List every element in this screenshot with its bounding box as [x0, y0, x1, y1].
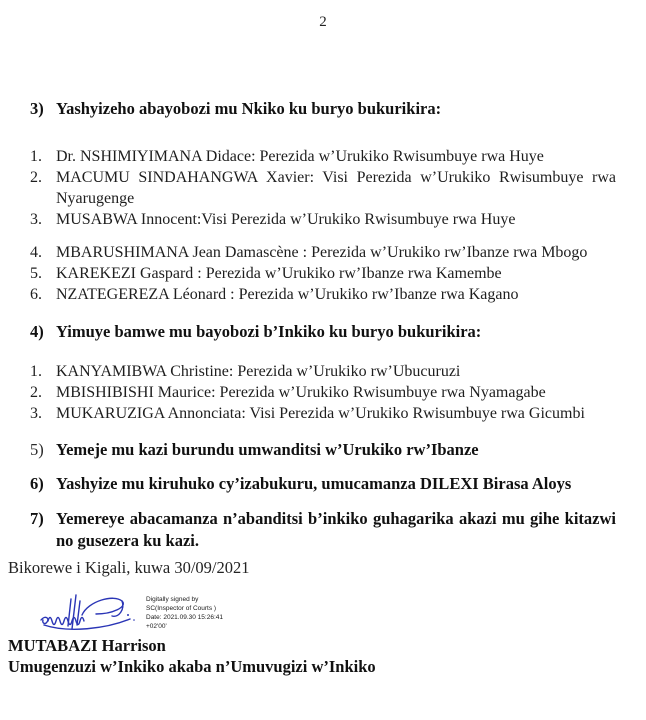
- list-item-number: 2.: [30, 169, 42, 186]
- decision-item-text: Yemereye abacamanza n’abanditsi b’inkiko guhagarika akazi mu gihe kitazwi no gusezera ku kazi.: [56, 509, 616, 550]
- section-heading-number: 3): [30, 99, 44, 118]
- list-item-text: KAREKEZI Gaspard : Perezida w’Urukiko rw’Ibanze rwa Kamembe: [56, 265, 502, 282]
- list-item-number: 4.: [30, 244, 42, 261]
- list-item-text: NZATEGEREZA Léonard : Perezida w’Urukiko rw’Ibanze rwa Kagano: [56, 286, 519, 303]
- decision-item-7: [30, 508, 616, 552]
- section-heading-text: Yashyizeho abayobozi mu Nkiko ku buryo bukurikira:: [56, 99, 442, 118]
- list-item: [30, 361, 616, 382]
- decision-item-number: 7): [30, 509, 44, 528]
- list-item: [30, 167, 616, 209]
- appointments-list-1: [30, 146, 616, 230]
- decision-item-text: Yashyize mu kiruhuko cy’izabukuru, umucamanza DILEXI Birasa Aloys: [56, 474, 572, 493]
- section-heading-text: Yimuye bamwe mu bayobozi b’Inkiko ku buryo bukurikira:: [56, 322, 482, 341]
- signer-title: Umugenzuzi w’Inkiko akaba n’Umuvugizi w’Inkiko: [8, 657, 376, 676]
- decision-item-text: Yemeje mu kazi burundu umwanditsi w’Urukiko rw’Ibanze: [56, 440, 479, 459]
- list-item: [30, 263, 616, 284]
- decision-item-number: 6): [30, 474, 44, 493]
- list-item-text: MUSABWA Innocent:Visi Perezida w’Urukiko Rwisumbuye rwa Huye: [56, 211, 516, 228]
- list-item-number: 5.: [30, 265, 42, 282]
- list-item-number: 3.: [30, 211, 42, 228]
- section-heading-3: [30, 98, 616, 120]
- list-item-number: 1.: [30, 148, 42, 165]
- signer-name: MUTABAZI Harrison: [8, 636, 166, 655]
- list-item: [30, 242, 616, 263]
- digital-signature-line: +02'00': [146, 623, 167, 630]
- list-item: [30, 403, 616, 424]
- section-heading-number: 4): [30, 322, 44, 341]
- decision-item-6: [30, 473, 616, 495]
- list-item-text: MBISHIBISHI Maurice: Perezida w’Urukiko Rwisumbuye rwa Nyamagabe: [56, 384, 546, 401]
- list-item: [30, 382, 616, 403]
- list-item-text: MACUMU SINDAHANGWA Xavier: Visi Perezida w’Urukiko Rwisumbuye rwa Nyarugenge: [56, 169, 616, 207]
- digital-signature-line: SC(Inspector of Courts ): [146, 605, 217, 612]
- page-number: 2: [319, 14, 327, 30]
- decision-item-5: [30, 439, 616, 461]
- list-item-text: MBARUSHIMANA Jean Damascène : Perezida w’Urukiko rw’Ibanze rwa Mbogo: [56, 244, 588, 261]
- list-item: [30, 146, 616, 167]
- list-item-number: 3.: [30, 405, 42, 422]
- closing-block: [8, 558, 616, 678]
- date-line: Bikorewe i Kigali, kuwa 30/09/2021: [8, 558, 250, 577]
- list-item: [30, 209, 616, 230]
- decision-item-number: 5): [30, 440, 44, 459]
- section-heading-4: [30, 321, 616, 343]
- list-item-text: Dr. NSHIMIYIMANA Didace: Perezida w’Urukiko Rwisumbuye rwa Huye: [56, 148, 544, 165]
- handwritten-signature-image: [38, 592, 138, 634]
- list-item-text: KANYAMIBWA Christine: Perezida w’Urukiko rw’Ubucuruzi: [56, 363, 461, 380]
- document-body: [30, 98, 616, 552]
- transfers-list: [30, 361, 616, 424]
- list-item-number: 2.: [30, 384, 42, 401]
- appointments-list-2: [30, 242, 616, 305]
- digital-signature-text: [146, 595, 223, 631]
- list-item-number: 6.: [30, 286, 42, 303]
- list-item: [30, 284, 616, 305]
- list-item-number: 1.: [30, 363, 42, 380]
- list-item-text: MUKARUZIGA Annonciata: Visi Perezida w’Urukiko Rwisumbuye rwa Gicumbi: [56, 405, 585, 422]
- signature-block: [38, 592, 616, 634]
- digital-signature-line: Date: 2021.09.30 15:26:41: [146, 614, 223, 621]
- digital-signature-line: Digitally signed by: [146, 596, 199, 603]
